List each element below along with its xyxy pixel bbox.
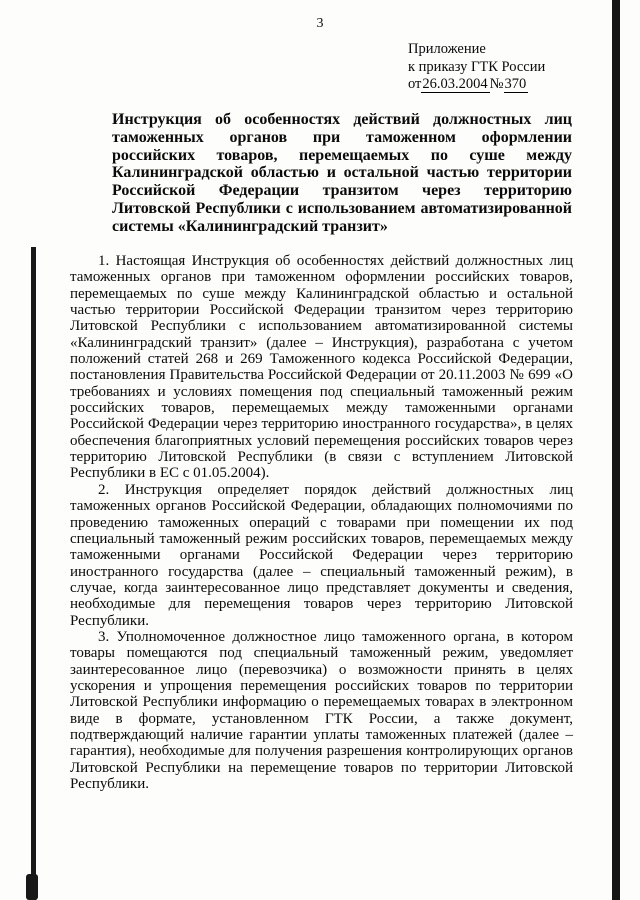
annex-number-sign: № — [489, 76, 504, 92]
paragraph-1: 1. Настоящая Инструкция об особенностях действий должностных лиц таможенных органов при таможенном оформлении российских товаров, перемещаемых по суше между Калининградской областью и остальной частью территории Российской Федерации транзитом через территорию Литовской Республики с использованием автоматизированной системы «Калининградский транзит» (далее – Инструкция), разработана с учетом положений статей 268 и 269 Таможенного кодекса Российской Федерации, постановления Правительства Российской Федерации от 20.11.2003 № 699 «О требованиях и условиях помещения под специальный таможенный режим российских товаров, перемещаемых между таможенными органами Российской Федерации через территорию иностранного государства», в целях обеспечения благоприятных условий перемещения российских товаров через территорию Литовской Республики (в связи с вступлением Литовской Республики в ЕС с 01.05.2004). — [70, 253, 573, 482]
annex-line-3-prefix: от — [408, 76, 422, 92]
scan-artifact-bottom-left-blob — [26, 874, 38, 900]
document-body — [70, 253, 573, 792]
annex-block — [408, 41, 545, 94]
annex-line-2: к приказу ГТК России — [408, 58, 546, 75]
scan-artifact-right-bar — [612, 0, 620, 900]
annex-order-date: 26.03.2004 — [422, 76, 488, 92]
document-title: Инструкция об особенностях действий должностных лиц таможенных органов при таможенном оформлении российских товаров, перемещаемых по суше между Калининградской областью и остальной частью территории Российской Федерации транзитом через территорию Литовской Республики с использованием автоматизированной системы «Калининградский транзит» — [112, 111, 572, 235]
annex-line-3 — [408, 76, 545, 94]
annex-line-1: Приложение — [408, 41, 486, 57]
scan-artifact-left-bar — [31, 247, 36, 900]
paragraph-2: 2. Инструкция определяет порядок действий должностных лиц таможенных органов Российской Федерации, обладающих полномочиями по проведению таможенных операций с товарами при помещении их под специальный таможенный режим российских товаров, перемещаемых между таможенными органами Российской Федерации через территорию иностранного государства (далее – специальный таможенный режим), в случае, когда заинтересованное лицо представляет документы и сведения, необходимые для перемещения товаров через территорию Литовской Республики. — [70, 481, 573, 629]
page-number: 3 — [316, 16, 324, 31]
paragraph-3: 3. Уполномоченное должностное лицо таможенного органа, в котором товары помещаются под специальный таможенный режим, уведомляет заинтересованное лицо (перевозчика) о возможности принять в целях ускорения и упрощения перемещения российских товаров по территории Литовской Республики информацию о перемещаемых товарах в электронном виде в формате, установленном ГТК России, а также документ, подтверждающий наличие гарантии уплаты таможенных платежей (далее – гарантия), необходимые для получения разрешения контролирующих органов Литовской Республики на перемещение товаров по территории Литовской Республики. — [70, 628, 573, 792]
annex-order-number: 370 — [504, 76, 527, 92]
